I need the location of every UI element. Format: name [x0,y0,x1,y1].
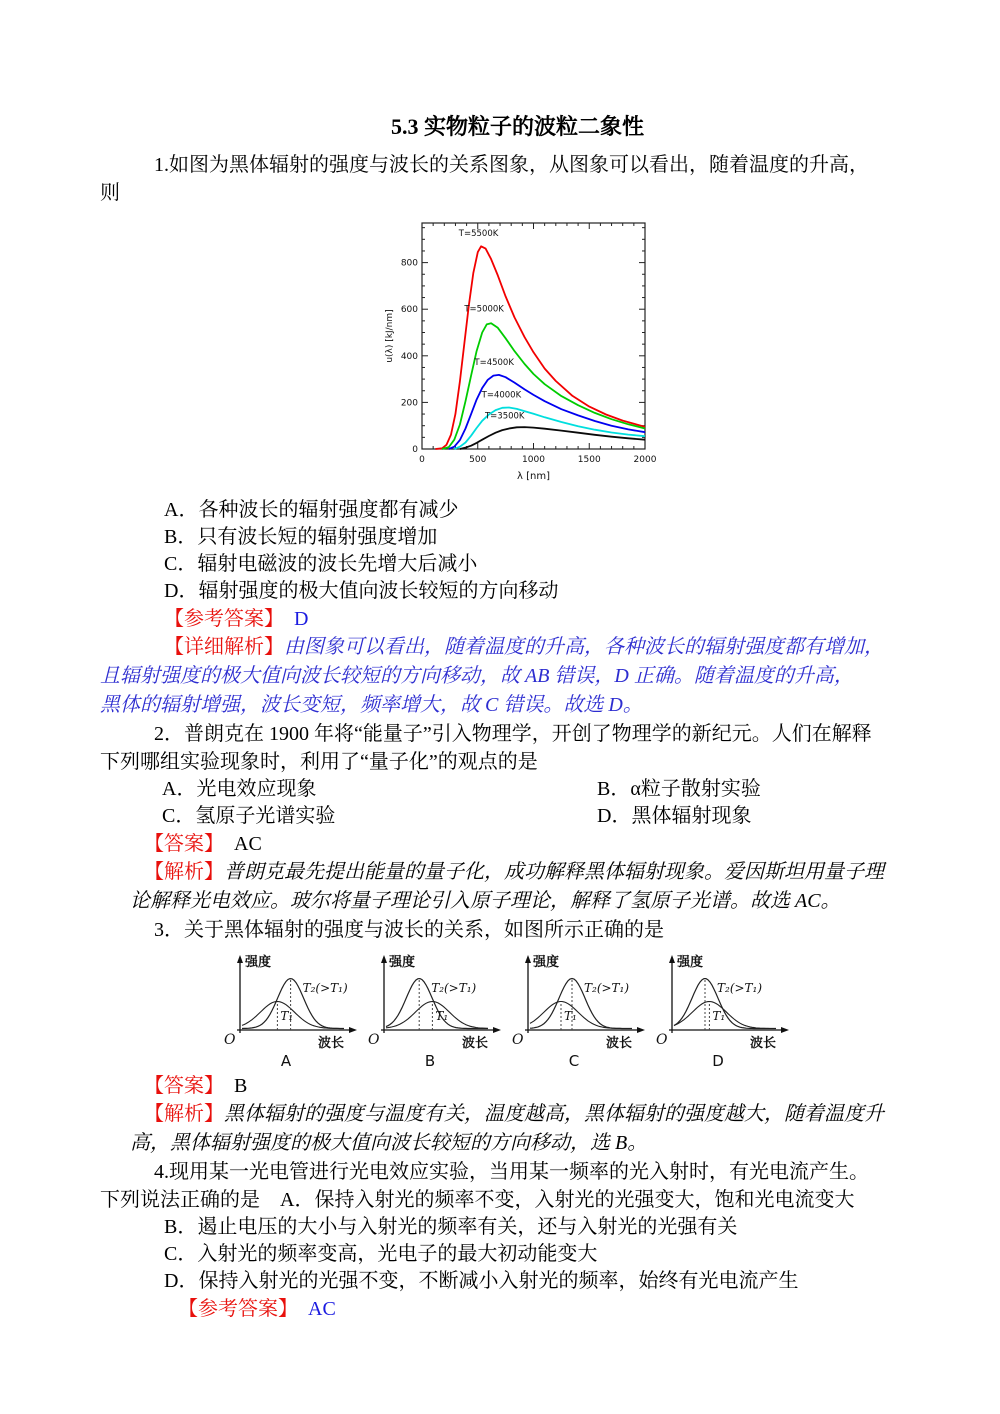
svg-text:0: 0 [412,445,418,455]
svg-text:C: C [568,1052,580,1070]
q3-diagram-C [510,948,648,1070]
svg-text:T=4000K: T=4000K [481,390,522,401]
svg-text:1000: 1000 [522,455,545,465]
q2-analysis-label: 【解析】 [144,861,224,883]
q1-analysis-text1: 由图象可以看出，随着温度的升高，各种波长的辐射强度都有增加， [284,636,884,658]
q4-option-b: B．遏止电压的大小与入射光的频率有关，还与入射光的光强有关 [164,1216,738,1238]
q3-analysis-line1 [100,1100,890,1129]
q1-option-a: A．各种波长的辐射强度都有减少 [164,499,459,521]
q3-answer-label: 【答案】 [144,1075,224,1097]
page-title: 5.3 实物粒子的波粒二象性 [390,114,644,139]
svg-text:T₁: T₁ [564,1009,577,1023]
svg-text:D: D [712,1052,724,1070]
q1-option-b: B．只有波长短的辐射强度增加 [164,526,438,548]
svg-text:0: 0 [419,455,425,465]
svg-text:400: 400 [400,351,418,362]
svg-text:T₂(>T₁): T₂(>T₁) [717,981,763,995]
svg-text:A: A [280,1052,292,1070]
svg-text:T₂(>T₁): T₂(>T₁) [584,981,630,995]
q4-option-c: C．入射光的频率变高，光电子的最大初动能变大 [164,1243,598,1265]
q1-analysis-text2: 且辐射强度的极大值向波长较短的方向移动，故 AB 错误，D 正确。随着温度的升高， [100,665,854,687]
svg-text:T₁: T₁ [280,1009,294,1023]
svg-text:强度: 强度 [389,955,416,970]
svg-text:u(λ) [kJ/nm]: u(λ) [kJ/nm] [385,309,395,363]
q1-stem-line2: 则 [100,182,120,204]
svg-text:波长: 波长 [318,1036,345,1051]
q1-stem-line1: 1.如图为黑体辐射的强度与波长的关系图象，从图象可以看出，随着温度的升高， [154,154,869,176]
svg-text:T₁: T₁ [435,1009,449,1023]
q2-answer-label: 【答案】 [144,833,224,855]
svg-text:800: 800 [400,258,418,269]
svg-text:λ [nm]: λ [nm] [517,471,550,482]
q4-answer-line [100,1295,890,1323]
q1-answer-value: D [294,608,309,630]
svg-text:强度: 强度 [677,955,704,970]
q2-options-row1 [100,776,890,803]
q2-answer-value: AC [234,833,262,855]
q4-option-d: D．保持入射光的光强不变，不断减小入射光的频率，始终有光电流产生 [164,1270,799,1292]
svg-text:2000: 2000 [633,455,657,465]
svg-text:强度: 强度 [533,955,560,970]
q4-stem-line2: 下列说法正确的是 A．保持入射光的频率不变，入射光的光强变大，饱和光电流变大 [100,1189,855,1211]
svg-text:T=3500K: T=3500K [484,411,525,422]
svg-text:B: B [424,1052,436,1070]
svg-text:T=5000K: T=5000K [464,304,504,315]
q3-analysis-label: 【解析】 [144,1103,224,1125]
q2-options-row2 [100,803,890,830]
svg-text:T₁: T₁ [712,1009,726,1023]
q3-diagram-D [654,948,792,1070]
q2-analysis-line1 [100,858,890,887]
q3-analysis-text2: 高，黑体辐射强度的极大值向波长较短的方向移动，选 B。 [130,1132,648,1154]
svg-text:O: O [368,1032,380,1048]
svg-text:600: 600 [400,305,418,316]
q1-analysis-line1 [100,633,890,662]
q1-answer-label: 【参考答案】 [164,608,284,630]
q3-answer-line [100,1072,890,1100]
q2-answer-line [100,830,890,858]
svg-text:强度: 强度 [245,955,272,970]
svg-text:T=4500K: T=4500K [474,358,514,369]
q1-answer-line [100,605,890,633]
q4-answer-label: 【参考答案】 [178,1298,298,1320]
q3-stem: 3．关于黑体辐射的强度与波长的关系，如图所示正确的是 [154,919,664,941]
q1-analysis-label: 【详细解析】 [164,636,284,658]
q1-analysis-text3: 黑体的辐射增强，波长变短，频率增大，故 C 错误。故选 D。 [100,694,643,716]
svg-text:1500: 1500 [577,455,601,465]
svg-text:T₂(>T₁): T₂(>T₁) [302,981,348,995]
q3-diagram-A [222,948,360,1070]
svg-text:200: 200 [400,398,418,409]
q4-answer-value: AC [308,1298,336,1320]
q3-answer-value: B [234,1075,248,1097]
q2-option-d: D．黑体辐射现象 [597,805,752,827]
svg-text:波长: 波长 [750,1036,777,1051]
svg-text:T₂(>T₁): T₂(>T₁) [431,981,477,995]
blackbody-chart [382,211,661,489]
q2-stem-line1: 2．普朗克在 1900 年将“能量子”引入物理学，开创了物理学的新纪元。人们在解释 [154,723,872,745]
svg-text:O: O [224,1032,236,1048]
q4-stem-line1: 4.现用某一光电管进行光电效应实验，当用某一频率的光入射时，有光电流产生。 [154,1161,869,1183]
svg-text:O: O [512,1032,524,1048]
q2-option-c: C．氢原子光谱实验 [162,805,336,827]
svg-text:O: O [656,1032,668,1048]
svg-text:500: 500 [469,455,487,465]
blackbody-chart-figure [382,211,890,491]
q3-diagram-B [366,948,504,1070]
q2-option-a: A．光电效应现象 [162,778,317,800]
q1-option-d: D．辐射强度的极大值向波长较短的方向移动 [164,580,559,602]
q3-diagram-strip [222,948,890,1070]
q2-analysis-text2: 论解释光电效应。玻尔将量子理论引入原子理论，解释了氢原子光谱。故选 AC。 [130,890,841,912]
q1-option-c: C．辐射电磁波的波长先增大后减小 [164,553,478,575]
q2-option-b: B．α粒子散射实验 [597,778,761,800]
svg-text:波长: 波长 [606,1036,633,1051]
svg-text:波长: 波长 [462,1036,489,1051]
q2-analysis-text1: 普朗克最先提出能量的量子化，成功解释黑体辐射现象。爱因斯坦用量子理 [224,861,884,883]
q2-stem-line2: 下列哪组实验现象时，利用了“量子化”的观点的是 [100,751,538,773]
q3-analysis-text1: 黑体辐射的强度与温度有关，温度越高，黑体辐射的强度越大，随着温度升 [224,1103,884,1125]
svg-text:T=5500K: T=5500K [458,228,499,239]
